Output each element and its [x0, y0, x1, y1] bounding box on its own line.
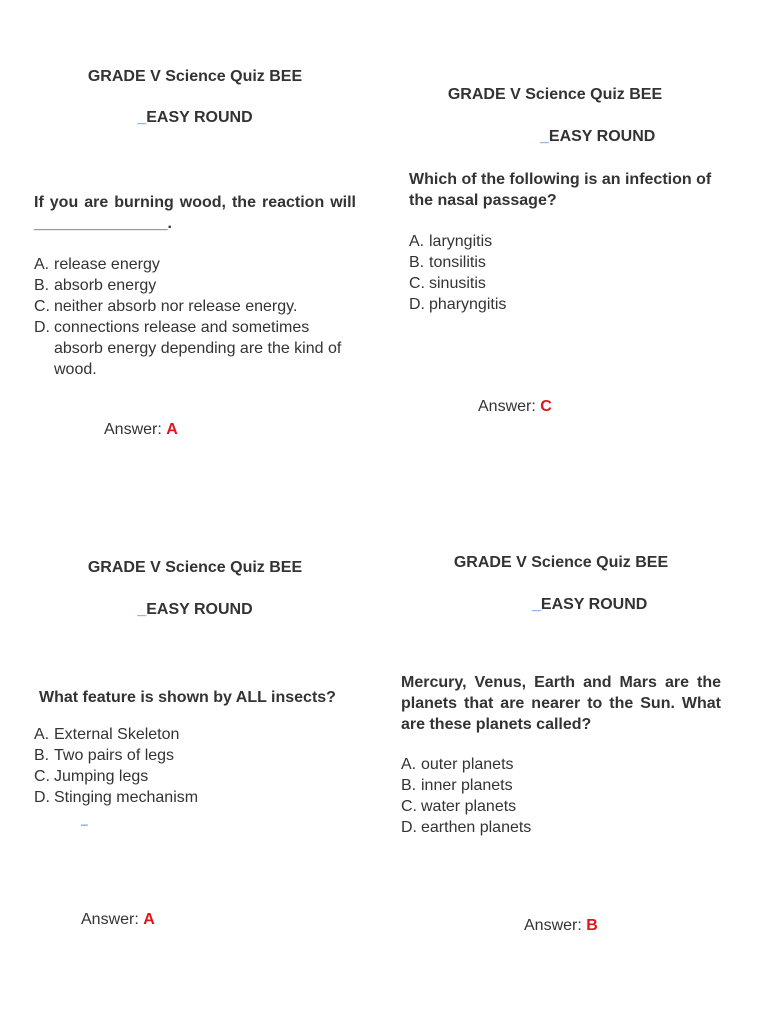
option-text: absorb energy: [54, 277, 157, 294]
question-text: Mercury, Venus, Earth and Mars are the planets that are nearer to the Sun. What are these planets called?: [401, 674, 721, 733]
option-text: sinusitis: [429, 275, 486, 292]
option-d: [409, 294, 721, 315]
option-letter: D.: [409, 296, 425, 313]
answer-value: A: [143, 911, 155, 928]
answer-label: Answer:: [478, 398, 536, 415]
answer-value: A: [166, 421, 178, 438]
option-a: [34, 254, 356, 275]
option-letter: A.: [34, 726, 50, 743]
option-text: water planets: [421, 798, 517, 815]
cursor-mark-icon: _: [532, 596, 541, 613]
option-b: [409, 252, 721, 273]
option-text: External Skeleton: [54, 726, 180, 743]
cursor-mark-icon: _: [137, 601, 147, 618]
options-list: [401, 754, 721, 838]
card-title: GRADE V Science Quiz BEE: [453, 554, 669, 571]
cursor-mark-icon: _: [81, 812, 88, 826]
option-text: neither absorb nor release energy.: [54, 298, 298, 315]
option-d: [401, 817, 721, 838]
question-text: If you are burning wood, the reaction will _______________.: [34, 194, 356, 232]
option-text: pharyngitis: [429, 296, 507, 313]
round-label: [410, 128, 768, 146]
answer-line: [104, 421, 178, 439]
option-text: laryngitis: [429, 233, 493, 250]
round-label: [405, 596, 768, 614]
option-text: Jumping legs: [54, 768, 149, 785]
option-d: [34, 317, 356, 380]
option-letter: B.: [34, 747, 50, 764]
option-text: Two pairs of legs: [54, 747, 175, 764]
round-label: [40, 601, 350, 619]
round-text: EASY ROUND: [540, 596, 648, 613]
answer-label: Answer:: [524, 917, 582, 934]
answer-line: [81, 911, 155, 929]
option-letter: A.: [409, 233, 425, 250]
option-text: inner planets: [421, 777, 513, 794]
option-c: [34, 766, 356, 787]
option-letter: A.: [34, 256, 50, 273]
option-text: outer planets: [421, 756, 514, 773]
option-letter: A.: [401, 756, 417, 773]
option-letter: C.: [34, 768, 50, 785]
round-text: EASY ROUND: [146, 601, 253, 618]
question-text: Which of the following is an infection of the nasal passage?: [409, 171, 712, 209]
answer-value: C: [540, 398, 552, 415]
options-list: [34, 254, 356, 380]
option-letter: D.: [401, 819, 417, 836]
option-text: Stinging mechanism: [54, 789, 199, 806]
option-letter: C.: [401, 798, 417, 815]
option-text: tonsilitis: [429, 254, 486, 271]
option-c: [34, 296, 356, 317]
options-list: [34, 724, 356, 808]
option-a: [34, 724, 356, 745]
options-list: [409, 231, 721, 315]
option-letter: B.: [401, 777, 417, 794]
answer-label: Answer:: [104, 421, 162, 438]
answer-value: B: [586, 917, 598, 934]
option-letter: B.: [34, 277, 50, 294]
option-letter: C.: [409, 275, 425, 292]
option-c: [401, 796, 721, 817]
answer-label: Answer:: [81, 911, 139, 928]
question-text: What feature is shown by ALL insects?: [39, 689, 336, 706]
round-text: EASY ROUND: [146, 109, 253, 126]
option-letter: D.: [34, 319, 50, 336]
option-letter: C.: [34, 298, 50, 315]
option-b: [34, 275, 356, 296]
round-text: EASY ROUND: [548, 128, 656, 145]
answer-line: [524, 917, 598, 935]
option-letter: B.: [409, 254, 425, 271]
option-letter: D.: [34, 789, 50, 806]
option-c: [409, 273, 721, 294]
cursor-mark-icon: _: [540, 128, 549, 145]
option-a: [401, 754, 721, 775]
option-d: [34, 787, 356, 808]
card-title: GRADE V Science Quiz BEE: [87, 559, 303, 576]
option-b: [401, 775, 721, 796]
round-label: [40, 109, 350, 127]
option-text: earthen planets: [421, 819, 532, 836]
card-title: GRADE V Science Quiz BEE: [447, 86, 663, 103]
card-title: GRADE V Science Quiz BEE: [87, 68, 303, 85]
option-b: [34, 745, 356, 766]
option-text: release energy: [54, 256, 160, 273]
option-text: connections release and sometimes absorb energy depending are the kind of wood.: [54, 319, 342, 378]
option-a: [409, 231, 721, 252]
cursor-mark-icon: _: [137, 109, 147, 126]
answer-line: [478, 398, 552, 416]
